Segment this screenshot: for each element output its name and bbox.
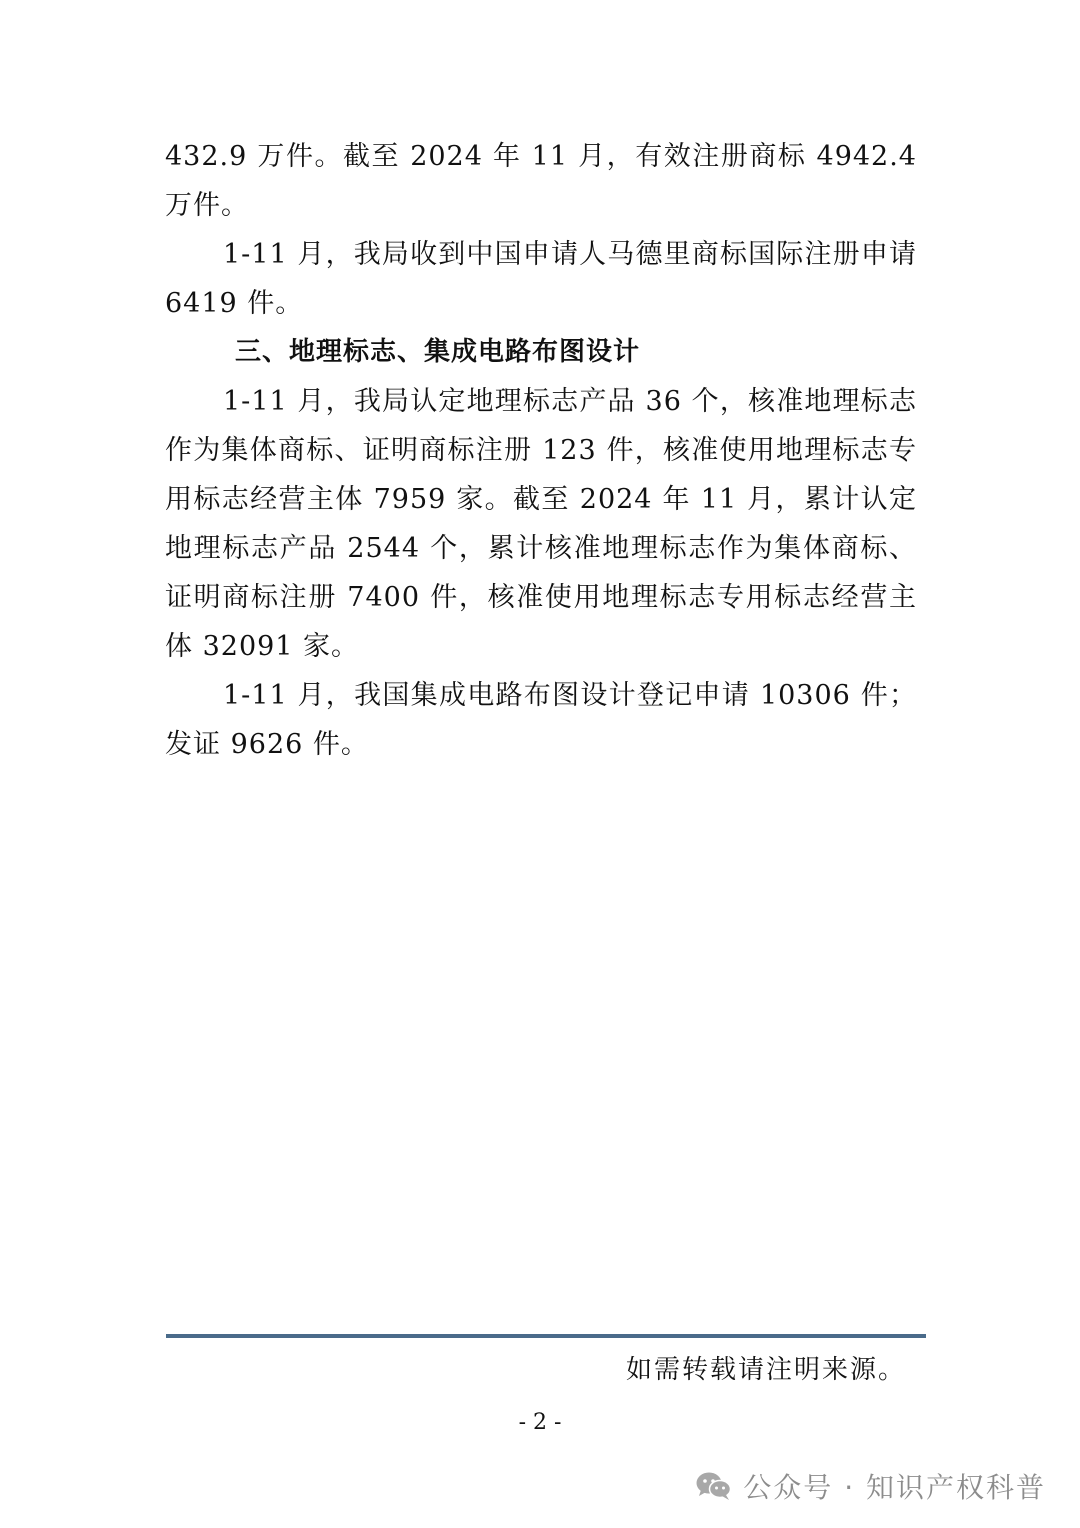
paragraph-madrid-applications: 1-11 月，我局收到中国申请人马德里商标国际注册申请 6419 件。: [165, 239, 917, 319]
watermark: [695, 1466, 1046, 1506]
reprint-note: 如需转载请注明来源。: [625, 1355, 906, 1385]
wechat-icon: [695, 1470, 733, 1502]
paragraph-integrated-circuits: 1-11 月，我国集成电路布图设计登记申请 10306 件；发证 9626 件。: [165, 680, 917, 760]
paragraph-trademark-totals: 432.9 万件。截至 2024 年 11 月，有效注册商标 4942.4 万件。: [165, 141, 917, 221]
section-heading: 三、地理标志、集成电路布图设计: [235, 337, 641, 367]
document-body: [165, 132, 917, 769]
footer-divider: [166, 1334, 926, 1338]
page-number: - 2 -: [518, 1410, 562, 1435]
watermark-text: 公众号 · 知识产权科普: [743, 1471, 1046, 1504]
paragraph-geographical-indications: 1-11 月，我局认定地理标志产品 36 个，核准地理标志作为集体商标、证明商标注册 123 件，核准使用地理标志专用标志经营主体 7959 家。截至 2024 年 11 月，累计认定地理标志产品 2544 个，累计核准地理标志作为集体商标、证明商标注册 7400 件，核准使用地理标志专用标志经营主体 32091 家。: [165, 386, 917, 662]
